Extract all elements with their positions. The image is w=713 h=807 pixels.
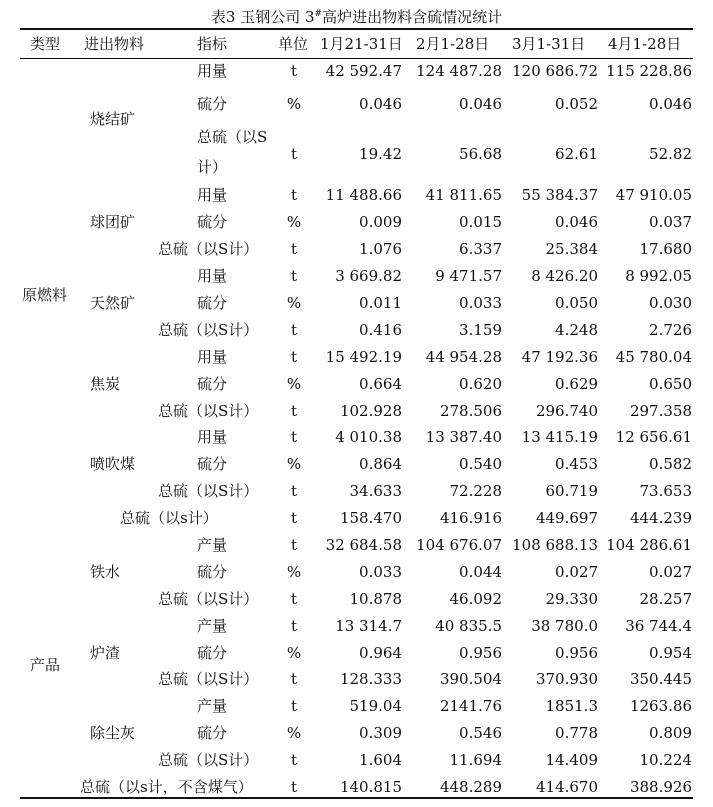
value-cell: 1851.3 xyxy=(545,697,598,715)
indicator-label: 总硫（以S计） xyxy=(158,751,259,769)
indicator-label: 产量 xyxy=(197,536,228,554)
value-cell: 41 811.65 xyxy=(425,186,502,204)
value-cell: 158.470 xyxy=(339,509,402,527)
indicator-label: 用量 xyxy=(197,428,228,446)
value-cell: 13 415.19 xyxy=(521,428,598,446)
value-cell: 414.670 xyxy=(535,778,598,796)
value-cell: 388.926 xyxy=(629,778,692,796)
value-cell: 519.04 xyxy=(349,697,402,715)
value-cell: 73.653 xyxy=(639,482,692,500)
value-cell: 0.582 xyxy=(649,455,692,473)
value-cell: 128.333 xyxy=(339,670,402,688)
value-cell: 17.680 xyxy=(639,240,692,258)
value-cell: 13 314.7 xyxy=(335,617,402,635)
value-cell: 4 010.38 xyxy=(335,428,402,446)
indicator-label: 总硫（以S计） xyxy=(158,240,259,258)
total-row-label: 总硫（以s计） xyxy=(120,509,218,527)
unit-cell: t xyxy=(290,321,298,339)
unit-cell: % xyxy=(286,644,302,662)
indicator-label: 硫分 xyxy=(197,563,228,581)
header-col-6: 3月1-31日 xyxy=(512,35,586,53)
value-cell: 47 910.05 xyxy=(615,186,692,204)
value-cell: 1263.86 xyxy=(629,697,692,715)
value-cell: 370.930 xyxy=(535,670,598,688)
indicator-label: 用量 xyxy=(197,348,228,366)
value-cell: 40 835.5 xyxy=(435,617,502,635)
indicator-label: 用量 xyxy=(197,267,228,285)
value-cell: 0.540 xyxy=(459,455,502,473)
value-cell: 0.046 xyxy=(459,95,502,113)
value-cell: 124 487.28 xyxy=(416,62,502,80)
indicator-label: 硫分 xyxy=(197,724,228,742)
value-cell: 6.337 xyxy=(459,240,502,258)
value-cell: 56.68 xyxy=(459,145,502,163)
value-cell: 4.248 xyxy=(555,321,598,339)
value-cell: 55 384.37 xyxy=(521,186,598,204)
value-cell: 60.719 xyxy=(545,482,598,500)
unit-cell: t xyxy=(290,482,298,500)
indicator-label: 产量 xyxy=(197,697,228,715)
value-cell: 0.037 xyxy=(649,213,692,231)
value-cell: 8 992.05 xyxy=(625,267,692,285)
value-cell: 104 676.07 xyxy=(416,536,502,554)
value-cell: 46.092 xyxy=(449,590,502,608)
material-label: 除尘灰 xyxy=(90,724,136,742)
value-cell: 0.309 xyxy=(359,724,402,742)
value-cell: 34.633 xyxy=(349,482,402,500)
unit-cell: t xyxy=(290,240,298,258)
unit-cell: t xyxy=(290,145,298,163)
unit-cell: % xyxy=(286,95,302,113)
header-rule xyxy=(20,58,693,59)
value-cell: 10.224 xyxy=(639,751,692,769)
header-col-0: 类型 xyxy=(30,35,61,53)
value-cell: 45 780.04 xyxy=(615,348,692,366)
value-cell: 72.228 xyxy=(449,482,502,500)
material-label: 天然矿 xyxy=(90,294,136,312)
unit-cell: % xyxy=(286,294,302,312)
value-cell: 0.956 xyxy=(459,644,502,662)
material-label: 铁水 xyxy=(90,563,121,581)
header-col-3: 单位 xyxy=(278,35,309,53)
value-cell: 8 426.20 xyxy=(531,267,598,285)
value-cell: 0.027 xyxy=(649,563,692,581)
value-cell: 0.050 xyxy=(555,294,598,312)
value-cell: 0.046 xyxy=(359,95,402,113)
unit-cell: % xyxy=(286,213,302,231)
value-cell: 0.027 xyxy=(555,563,598,581)
unit-cell: t xyxy=(290,348,298,366)
value-cell: 0.778 xyxy=(555,724,598,742)
value-cell: 0.964 xyxy=(359,644,402,662)
value-cell: 11 488.66 xyxy=(325,186,402,204)
value-cell: 0.416 xyxy=(359,321,402,339)
unit-cell: % xyxy=(286,455,302,473)
value-cell: 47 192.36 xyxy=(521,348,598,366)
indicator-label: 总硫（以S计） xyxy=(158,402,259,420)
value-cell: 0.009 xyxy=(359,213,402,231)
indicator-label: 硫分 xyxy=(197,294,228,312)
indicator-label: 硫分 xyxy=(197,213,228,231)
value-cell: 140.815 xyxy=(339,778,402,796)
value-cell: 120 686.72 xyxy=(512,62,598,80)
indicator-label: 总硫（以S计） xyxy=(158,482,259,500)
value-cell: 449.697 xyxy=(535,509,598,527)
unit-cell: % xyxy=(286,724,302,742)
indicator-label: 总硫（以S计） xyxy=(197,128,268,176)
value-cell: 0.015 xyxy=(459,213,502,231)
unit-cell: % xyxy=(286,375,302,393)
unit-cell: t xyxy=(290,62,298,80)
unit-cell: t xyxy=(290,402,298,420)
value-cell: 278.506 xyxy=(439,402,502,420)
value-cell: 0.809 xyxy=(649,724,692,742)
value-cell: 350.445 xyxy=(629,670,692,688)
value-cell: 444.239 xyxy=(629,509,692,527)
value-cell: 0.046 xyxy=(649,95,692,113)
header-col-5: 2月1-28日 xyxy=(416,35,490,53)
value-cell: 0.954 xyxy=(649,644,692,662)
unit-cell: t xyxy=(290,428,298,446)
value-cell: 9 471.57 xyxy=(435,267,502,285)
value-cell: 2.726 xyxy=(649,321,692,339)
value-cell: 416.916 xyxy=(439,509,502,527)
value-cell: 15 492.19 xyxy=(325,348,402,366)
material-label: 球团矿 xyxy=(90,213,136,231)
value-cell: 0.664 xyxy=(359,375,402,393)
value-cell: 14.409 xyxy=(545,751,598,769)
unit-cell: t xyxy=(290,778,298,796)
unit-cell: t xyxy=(290,509,298,527)
indicator-label: 总硫（以S计） xyxy=(158,590,259,608)
value-cell: 0.052 xyxy=(555,95,598,113)
value-cell: 0.546 xyxy=(459,724,502,742)
value-cell: 11.694 xyxy=(449,751,502,769)
indicator-label: 用量 xyxy=(197,62,228,80)
unit-cell: t xyxy=(290,670,298,688)
value-cell: 44 954.28 xyxy=(425,348,502,366)
value-cell: 1.076 xyxy=(359,240,402,258)
value-cell: 42 592.47 xyxy=(325,62,402,80)
indicator-label: 硫分 xyxy=(197,644,228,662)
unit-cell: t xyxy=(290,590,298,608)
unit-cell: t xyxy=(290,536,298,554)
value-cell: 102.928 xyxy=(339,402,402,420)
type-raw: 原燃料 xyxy=(22,286,68,304)
value-cell: 0.033 xyxy=(459,294,502,312)
indicator-label: 硫分 xyxy=(197,95,228,113)
value-cell: 0.030 xyxy=(649,294,692,312)
total-row-label: 总硫（以s计，不含煤气） xyxy=(80,778,253,796)
indicator-label: 硫分 xyxy=(197,375,228,393)
value-cell: 115 228.86 xyxy=(606,62,692,80)
unit-cell: % xyxy=(286,563,302,581)
indicator-label: 产量 xyxy=(197,617,228,635)
value-cell: 297.358 xyxy=(629,402,692,420)
value-cell: 0.033 xyxy=(359,563,402,581)
value-cell: 3 669.82 xyxy=(335,267,402,285)
value-cell: 32 684.58 xyxy=(325,536,402,554)
type-product: 产品 xyxy=(30,656,61,674)
value-cell: 108 688.13 xyxy=(512,536,598,554)
header-col-1: 进出物料 xyxy=(84,35,145,53)
value-cell: 62.61 xyxy=(555,145,598,163)
value-cell: 0.044 xyxy=(459,563,502,581)
value-cell: 28.257 xyxy=(639,590,692,608)
value-cell: 0.620 xyxy=(459,375,502,393)
value-cell: 0.453 xyxy=(555,455,598,473)
value-cell: 104 286.61 xyxy=(606,536,692,554)
value-cell: 0.629 xyxy=(555,375,598,393)
table-title: 表3 玉钢公司 3#高炉进出物料含硫情况统计 xyxy=(210,8,503,26)
value-cell: 296.740 xyxy=(535,402,598,420)
value-cell: 10.878 xyxy=(349,590,402,608)
unit-cell: t xyxy=(290,751,298,769)
material-label: 炉渣 xyxy=(90,644,121,662)
material-label: 焦炭 xyxy=(90,375,121,393)
value-cell: 0.864 xyxy=(359,455,402,473)
unit-cell: t xyxy=(290,697,298,715)
value-cell: 3.159 xyxy=(459,321,502,339)
value-cell: 52.82 xyxy=(649,145,692,163)
material-label: 喷吹煤 xyxy=(90,455,136,473)
value-cell: 25.384 xyxy=(545,240,598,258)
value-cell: 12 656.61 xyxy=(615,428,692,446)
unit-cell: t xyxy=(290,617,298,635)
top-rule xyxy=(20,28,693,30)
header-col-7: 4月1-28日 xyxy=(608,35,682,53)
indicator-label: 总硫（以S计） xyxy=(158,321,259,339)
unit-cell: t xyxy=(290,267,298,285)
value-cell: 36 744.4 xyxy=(625,617,692,635)
value-cell: 390.504 xyxy=(439,670,502,688)
value-cell: 38 780.0 xyxy=(531,617,598,635)
value-cell: 448.289 xyxy=(439,778,502,796)
value-cell: 0.650 xyxy=(649,375,692,393)
indicator-label: 总硫（以S计） xyxy=(158,670,259,688)
unit-cell: t xyxy=(290,186,298,204)
header-col-4: 1月21-31日 xyxy=(320,35,403,53)
value-cell: 0.956 xyxy=(555,644,598,662)
value-cell: 0.011 xyxy=(359,294,402,312)
value-cell: 19.42 xyxy=(359,145,402,163)
value-cell: 13 387.40 xyxy=(425,428,502,446)
value-cell: 1.604 xyxy=(359,751,402,769)
indicator-label: 用量 xyxy=(197,186,228,204)
value-cell: 29.330 xyxy=(545,590,598,608)
header-col-2: 指标 xyxy=(197,35,228,53)
value-cell: 0.046 xyxy=(555,213,598,231)
material-label: 烧结矿 xyxy=(90,110,136,128)
indicator-label: 硫分 xyxy=(197,455,228,473)
value-cell: 2141.76 xyxy=(439,697,502,715)
